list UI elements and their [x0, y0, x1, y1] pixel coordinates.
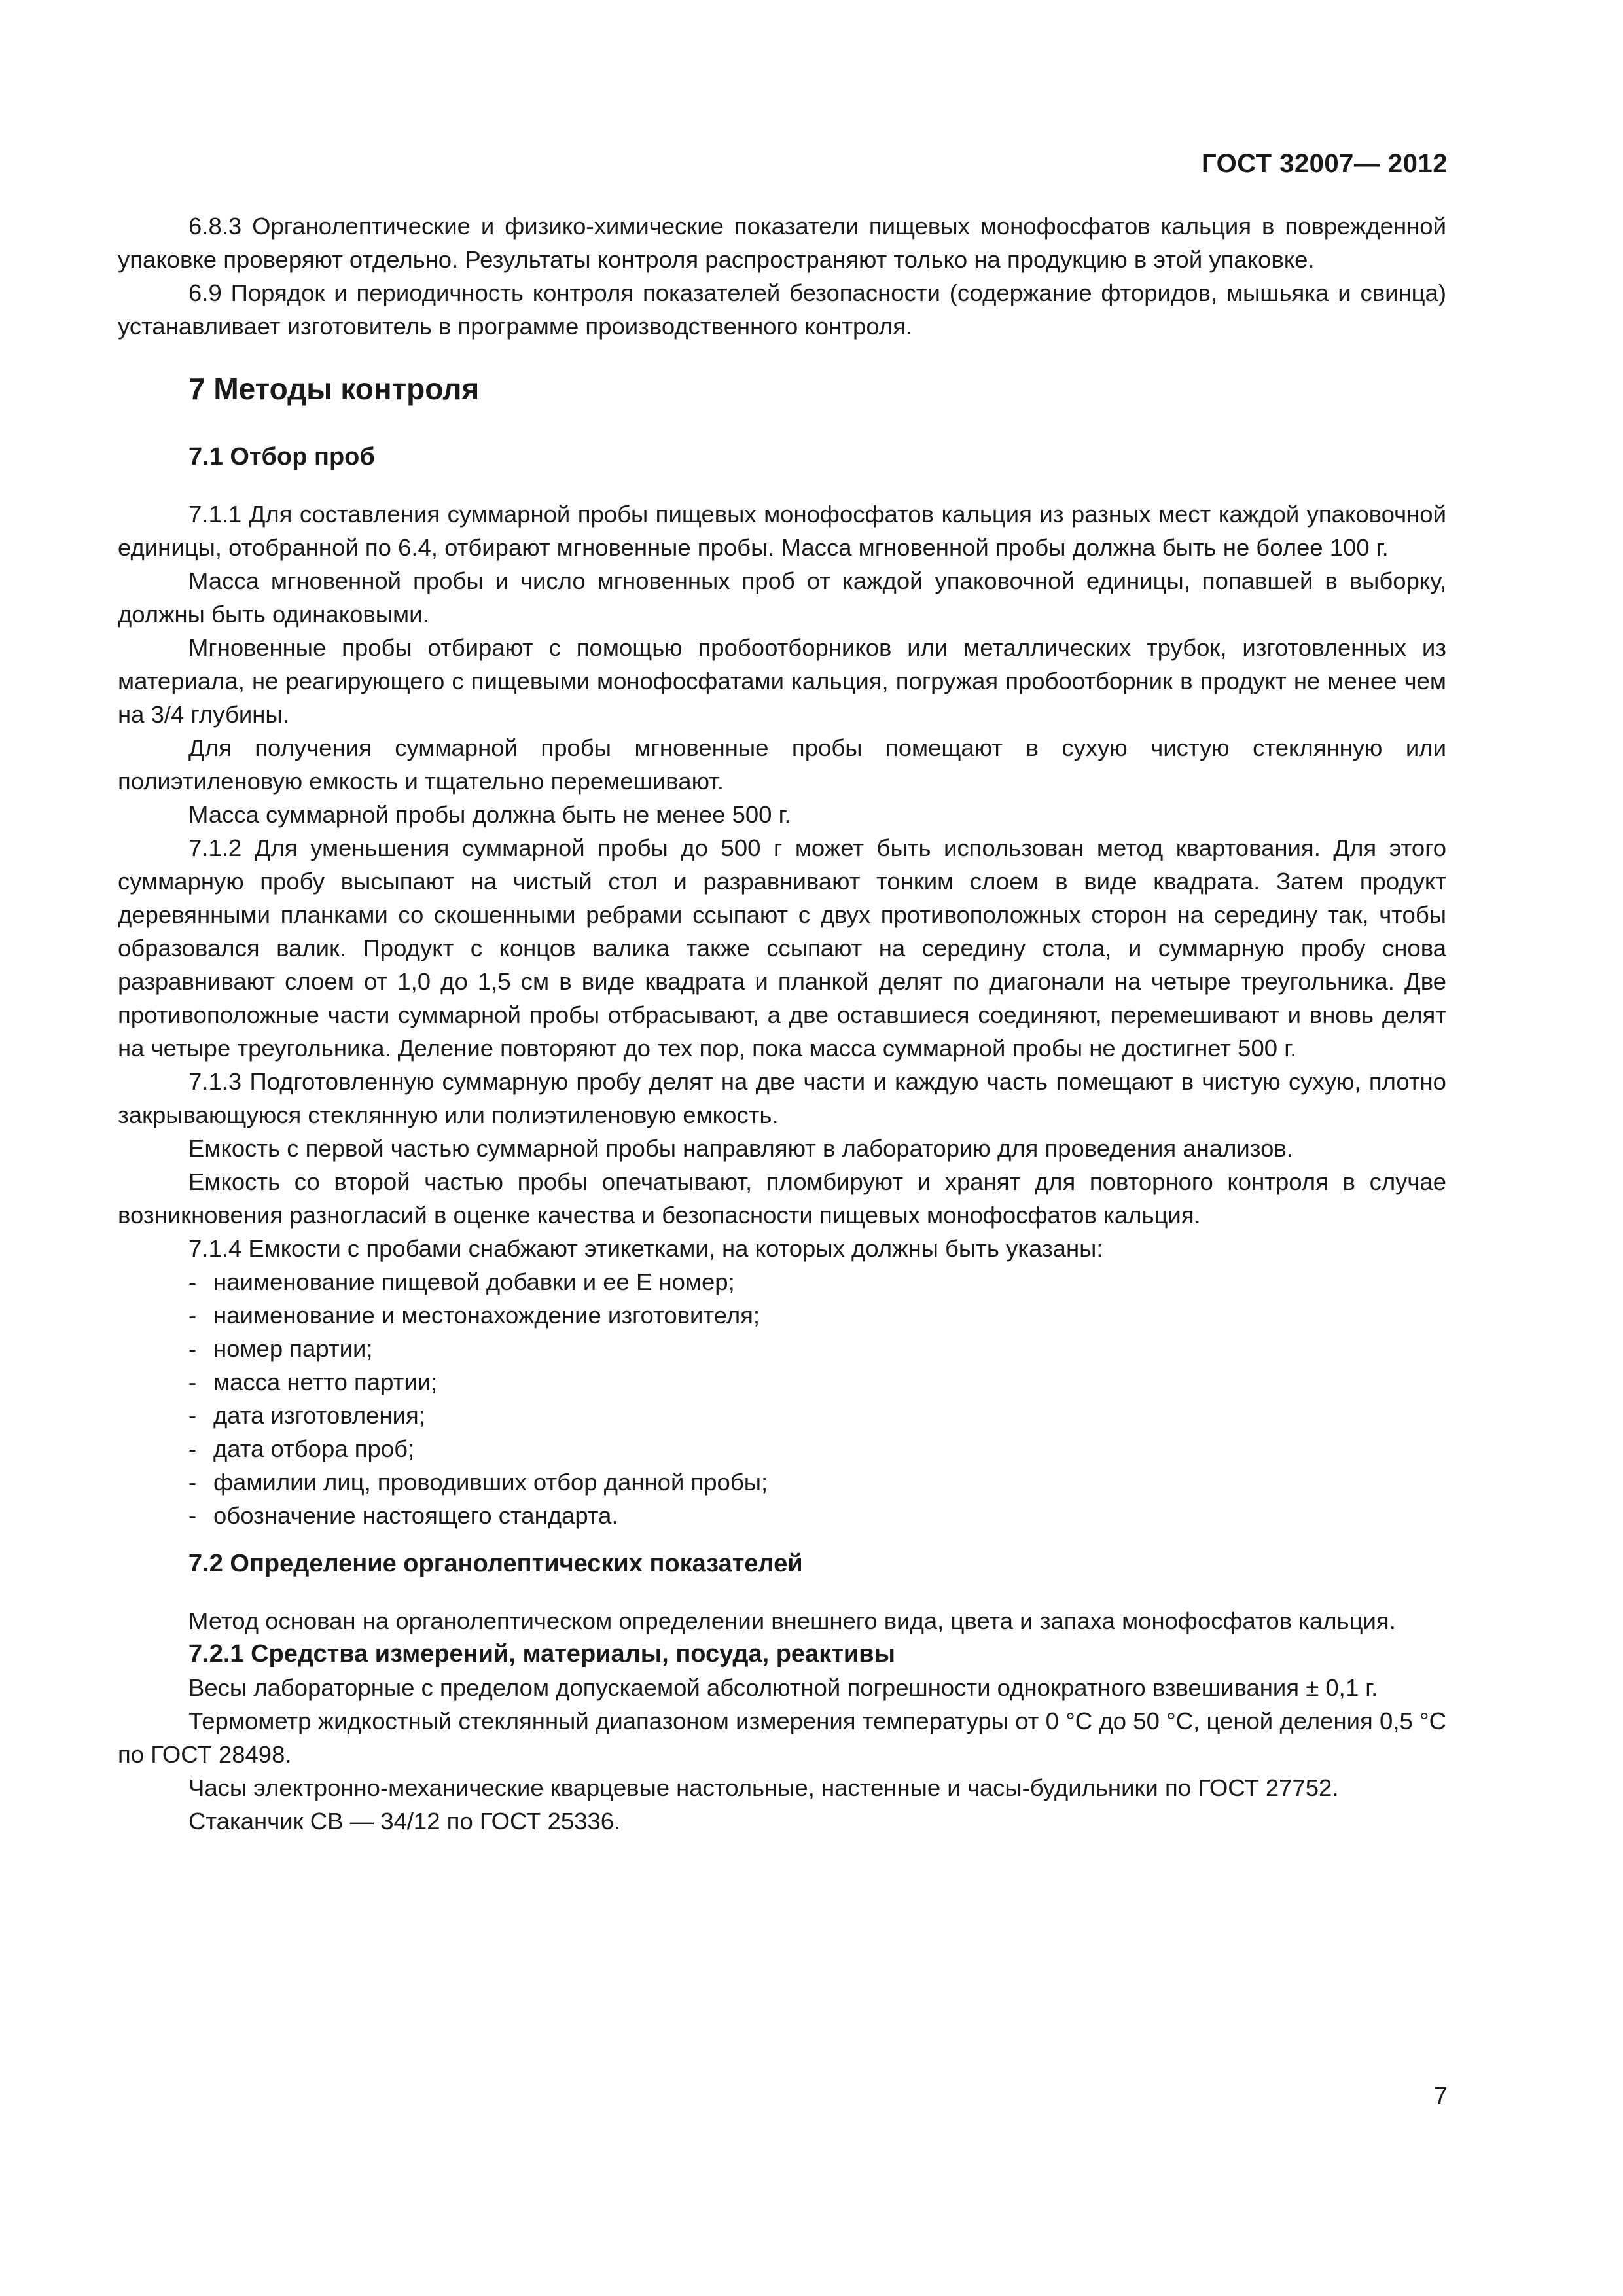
list-item: [118, 1399, 1446, 1432]
paragraph: Емкость с первой частью суммарной пробы направляют в лабораторию для проведения анализов.: [188, 1135, 1293, 1162]
list-item-text: номер партии;: [213, 1335, 373, 1362]
paragraph-6-8-3: 6.8.3 Органолептические и физико-химические показатели пищевых монофосфатов кальция в поврежденной упаковке проверяют отдельно. Результаты контроля распространяют только на продукцию в этой упаковке.: [118, 213, 1446, 273]
paragraph-6-9: 6.9 Порядок и периодичность контроля показателей безопасности (содержание фторидов, мышьяка и свинца) устанавливает изготовитель в программе производственного контроля.: [118, 279, 1446, 340]
list-item: [118, 1299, 1446, 1332]
list-dash: -: [188, 1469, 197, 1496]
paragraph: Емкость со второй частью пробы опечатывают, пломбируют и хранят для повторного контроля в случае возникновения разногласий в оценке качества и безопасности пищевых монофосфатов кальция.: [118, 1168, 1446, 1229]
paragraph-7-1-4: 7.1.4 Емкости с пробами снабжают этикетками, на которых должны быть указаны:: [188, 1235, 1103, 1262]
list-item: [118, 1265, 1446, 1299]
list-dash: -: [188, 1302, 197, 1329]
paragraph: Масса суммарной пробы должна быть не менее 500 г.: [188, 801, 791, 828]
list-item: [118, 1365, 1446, 1399]
section-7-2-1-title: 7.2.1 Средства измерений, материалы, посуда, реактивы: [188, 1640, 895, 1668]
paragraph-7-2-intro: Метод основан на органолептическом определении внешнего вида, цвета и запаха монофосфатов кальция.: [188, 1607, 1396, 1634]
paragraph-beaker: Стаканчик СВ — 34/12 по ГОСТ 25336.: [188, 1808, 621, 1835]
list-item-text: масса нетто партии;: [213, 1369, 438, 1395]
list-item-text: дата отбора проб;: [213, 1435, 415, 1462]
list-item: [118, 1465, 1446, 1499]
list-dash: -: [188, 1268, 197, 1295]
document-body: [118, 209, 1446, 1838]
list-item-text: обозначение настоящего стандарта.: [213, 1502, 618, 1529]
paragraph-7-1-3: 7.1.3 Подготовленную суммарную пробу делят на две части и каждую часть помещают в чистую сухую, плотно закрывающуюся стеклянную или полиэтиленовую емкость.: [118, 1068, 1446, 1128]
label-requirements-list: [118, 1265, 1446, 1532]
list-item-text: дата изготовления;: [213, 1402, 425, 1429]
list-dash: -: [188, 1402, 197, 1429]
paragraph-scales: Весы лабораторные с пределом допускаемой абсолютной погрешности однократного взвешивания ± 0,1 г.: [188, 1674, 1378, 1701]
paragraph: Мгновенные пробы отбирают с помощью пробоотборников или металлических трубок, изготовленных из материала, не реагирующего с пищевыми монофосфатами кальция, погружая пробоотборник в продукт не менее чем на 3/4 глубины.: [118, 634, 1446, 728]
paragraph: Масса мгновенной пробы и число мгновенных проб от каждой упаковочной единицы, попавшей в выборку, должны быть одинаковыми.: [118, 567, 1446, 628]
paragraph-7-1-2: 7.1.2 Для уменьшения суммарной пробы до 500 г может быть использован метод квартования. Для этого суммарную пробу высыпают на чистый стол и разравнивают тонким слоем в виде квадрата. Затем продукт деревянными планками со скошенными ребрами ссыпают с двух противоположных сторон на середину так, чтобы образовался валик. Продукт с концов валика также ссыпают на середину стола, и суммарную пробу снова разравнивают слоем от 1,0 до 1,5 см в виде квадрата и планкой делят по диагонали на четыре треугольника. Две противоположные части суммарной пробы отбрасывают, а две оставшиеся соединяют, перемешивают и вновь делят на четыре треугольника. Деление повторяют до тех пор, пока масса суммарной пробы не достигнет 500 г.: [118, 834, 1446, 1062]
list-item-text: наименование пищевой добавки и ее Е номер;: [213, 1268, 735, 1295]
list-item-text: фамилии лиц, проводивших отбор данной пробы;: [213, 1469, 768, 1496]
list-item-text: наименование и местонахождение изготовителя;: [213, 1302, 760, 1329]
standard-header: ГОСТ 32007— 2012: [1201, 149, 1448, 178]
section-7-2-title: 7.2 Определение органолептических показателей: [188, 1550, 803, 1577]
paragraph: Для получения суммарной пробы мгновенные пробы помещают в сухую чистую стеклянную или полиэтиленовую емкость и тщательно перемешивают.: [118, 734, 1446, 795]
list-dash: -: [188, 1369, 197, 1395]
list-dash: -: [188, 1435, 197, 1462]
section-7-1-title: 7.1 Отбор проб: [188, 443, 375, 471]
page-number: 7: [1433, 2083, 1448, 2110]
paragraph-clock: Часы электронно-механические кварцевые настольные, настенные и часы-будильники по ГОСТ 27752.: [188, 1774, 1339, 1801]
list-item: [118, 1332, 1446, 1365]
paragraph-thermometer: Термометр жидкостный стеклянный диапазоном измерения температуры от 0 °С до 50 °С, ценой деления 0,5 °С по ГОСТ 28498.: [118, 1708, 1446, 1768]
list-item: [118, 1432, 1446, 1465]
list-dash: -: [188, 1335, 197, 1362]
list-dash: -: [188, 1502, 197, 1529]
paragraph-7-1-1: 7.1.1 Для составления суммарной пробы пищевых монофосфатов кальция из разных мест каждой упаковочной единицы, отобранной по 6.4, отбирают мгновенные пробы. Масса мгновенной пробы должна быть не более 100 г.: [118, 501, 1446, 561]
section-7-title: 7 Методы контроля: [188, 372, 480, 406]
list-item: [118, 1499, 1446, 1532]
